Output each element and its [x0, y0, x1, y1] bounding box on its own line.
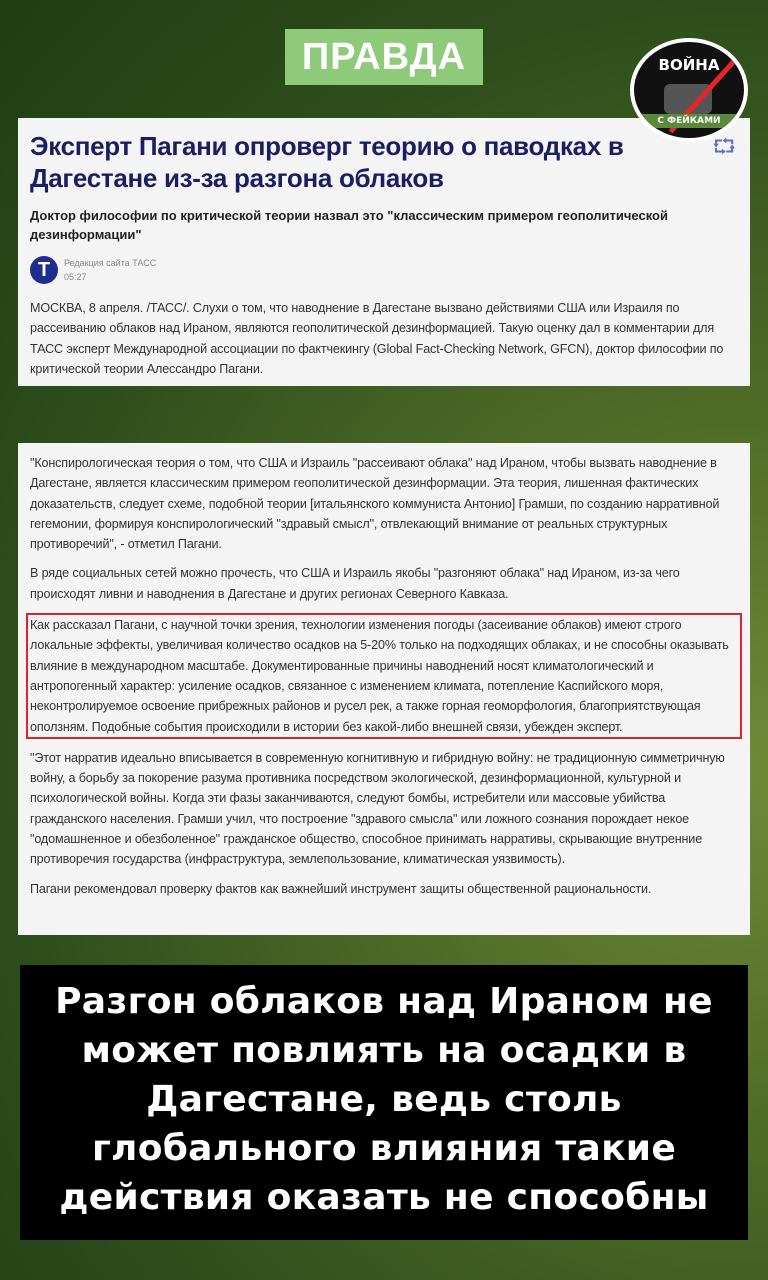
paragraph: "Этот нарратив идеально вписывается в современную когнитивную и гибридную войну: не традиционную симметричную войну, а борьбу за покорение разума противника посредством экологической, дезинформационной, культурной и психологической войны. Когда эти фазы заканчиваются, следуют бомбы, истребители или массовые убийства гражданского населения. Грамши учил, что построение "здравого смысла" или ложного сознания порождает некое "одомашненное и обезболенное" гражданское общество, способное принимать нарративы, скрывающие внутренние противоречия государства (инфраструктура, землепользование, климатическая уязвимость). — [30, 750, 725, 867]
paragraph: В ряде социальных сетей можно прочесть, что США и Израиль якобы "разгоняют облака" над Ираном, из-за чего происходят ливни и наводнения в Дагестане и других регионах Северного Кавказа. — [30, 566, 680, 601]
war-on-fakes-logo — [630, 38, 748, 142]
article-title: Эксперт Пагани опроверг теорию о паводках в Дагестане из-за разгона облаков — [30, 131, 624, 193]
logo-top-text: ВОЙНА — [658, 56, 720, 74]
truth-badge: ПРАВДА — [285, 29, 483, 85]
paragraph: Как рассказал Пагани, с научной точки зрения, технологии изменения погоды (засеивание облаков) имеют строго локальные эффекты, увеличивая количество осадков на 5-20% только на подходящих облаках, и не способны оказывать влияние в международном масштабе. Документированные причины наводнений носят климатологический и антропогенный характер: усиление осадков, связанное с изменением климата, потепление Каспийского моря, неконтролируемое освоение прибрежных районов и русел рек, а также горная геоморфология, благоприятствующая оползням. Подобные события происходили в истории без какой-либо внешней связи, убежден эксперт. — [30, 618, 729, 734]
article-subtitle: Доктор философии по критической теории назвал это "классическим примером геополитической дезинформации" — [30, 208, 668, 242]
paragraph: Пагани рекомендовал проверку фактов как важнейший инструмент защиты общественной рациональности. — [30, 881, 652, 896]
article-header-card — [18, 118, 750, 386]
author-name[interactable]: Редакция сайта ТАСС — [64, 258, 157, 268]
paragraph: "Конспирологическая теория о том, что США и Израиль "рассеивают облака" над Ираном, чтобы вызвать наводнение в Дагестане, является классическим примером геополитической дезинформации. Эта теория, лишенная фактических доказательств, следует схеме, подобной теории [итальянского коммуниста Антонио] Грамши, по созданию нарративной гегемонии, формируя конспирологический "здравый смысл", отвлекающий внимание от реальных структурных противоречий", - отметил Пагани. — [30, 456, 720, 552]
share-icon[interactable]: ⮔ — [712, 136, 736, 158]
logo-bottom-text: С ФЕЙКАМИ — [634, 114, 744, 128]
article-lead: МОСКВА, 8 апреля. /ТАСС/. Слухи о том, что наводнение в Дагестане вызвано действиями США или Израиля по рассеиванию облаков над Ираном, являются геополитической дезинформацией. Такую оценку дал в комментарии для ТАСС эксперт Международной ассоциации по фактчекингу (Global Fact-Checking Network, GFCN), доктор философии по критической теории Алессандро Пагани. — [30, 301, 724, 376]
verdict-caption: Разгон облаков над Ираном не может повлиять на осадки в Дагестане, ведь столь глобального влияния такие действия оказать не способны — [20, 965, 748, 1240]
avatar: Т — [30, 256, 58, 284]
publish-time: 05:27 — [64, 272, 87, 282]
article-body-card — [18, 443, 750, 935]
highlighted-paragraph-box — [26, 613, 742, 739]
author-block — [30, 256, 738, 284]
